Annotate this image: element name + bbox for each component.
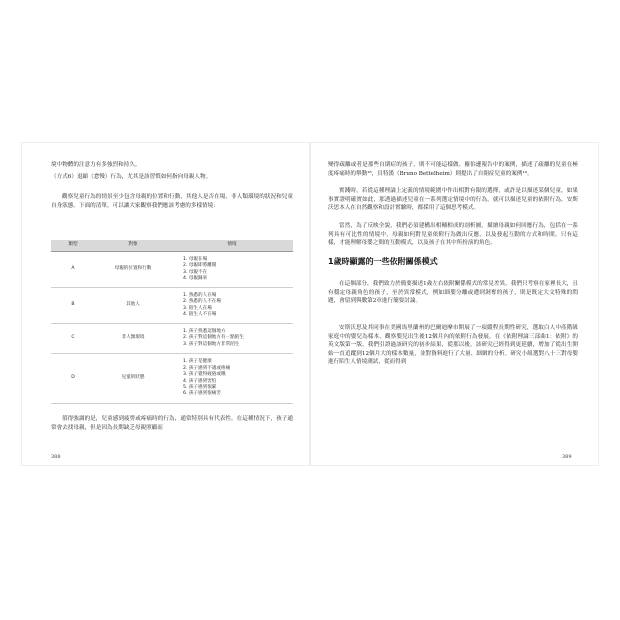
situation-item: 3. 母親不在: [183, 269, 208, 275]
situation-item: 2. 孩子感到不適或疼痛: [183, 365, 231, 371]
situation-item: 6. 孩子感到很痛苦: [183, 391, 222, 397]
row-situations: [171, 288, 293, 324]
table-row: [51, 288, 293, 324]
situation-item: 2. 孩子對這個地方有一點陌生: [183, 335, 244, 341]
row-object: 其他人: [95, 288, 171, 324]
row-situations: [171, 252, 293, 288]
situation-item: 4. 陌生人不在場: [183, 311, 217, 317]
situation-item: 1. 熟悉的人在場: [183, 292, 217, 298]
paragraph: 當然，為了反映全貌，我們必須建構出相輔相成的剖析圖，描繪母親如何回應行為，包括在一系列具有可比性的情境中，母親如何對兒童依附行為做出反應，以及發起互動的方式和時間。只有這樣，才能理解母嬰之間的互動模式，以及孩子在其中所扮演的角色。: [328, 223, 578, 247]
right-page: [310, 143, 598, 465]
situation-item: 3. 陌生人在場: [183, 305, 212, 311]
left-page: [22, 143, 310, 465]
row-object: 母親的位置和行動: [95, 252, 171, 288]
row-situations: [171, 324, 293, 354]
situation-item: 4. 母親歸來: [183, 275, 208, 281]
paragraph: 實踐時，若從這種理論上定義的情境範圍中作出相對有限的選擇，或許是以描述某個兒童，如果事實證明確實如此，那透過描述兒童在一系列選定情境中的行為，就可以描述兒童的依附行為，安斯沃思本人在自然觀察和設計實驗時，都採用了這個思考模式。: [328, 188, 578, 212]
section-heading: 1歲時顯露的一些依附關係模式: [328, 257, 438, 266]
row-object: 非人類環境: [95, 324, 171, 354]
row-type: A: [51, 252, 95, 288]
situation-item: 1. 孩子熟悉這個地方: [183, 328, 226, 334]
table-row: [51, 354, 293, 404]
paragraph: 安斯沃思及其同事在美國馬里蘭州的巴爾迪摩市開展了一項縱程長期性研究，選取白人中產階級家庭中的嬰兒為樣本，觀察嬰兒出生後12個月內的依附行為發展，在《依附理論三部曲1：依附》的英文版第一版，我們引證過該研究的初步結果，從那以後，該研究已經得到更延續，增加了從出生開始一直追蹤到12個月大的樣本數量，並對資料進行了大量、細緻的分析。研究小組選對八十三對母嬰進行陌生人情境測試，從而得到: [328, 325, 578, 366]
column-header-object: 對象: [95, 240, 171, 252]
row-type: B: [51, 288, 95, 324]
row-object: 兒童的狀態: [95, 354, 171, 404]
column-header-type: 類型: [51, 240, 95, 252]
situation-item: 2. 母親即將離開: [183, 263, 217, 269]
page-number: 389: [562, 454, 572, 460]
situation-item: 4. 孩子感到害怕: [183, 378, 217, 384]
table-row: [51, 252, 293, 288]
situation-item: 5. 孩子感到很累: [183, 384, 217, 390]
situation-item: 2. 熟悉的人不在場: [183, 299, 222, 305]
paragraph: 境中物體的注意力有多強烈和持久。: [51, 162, 141, 168]
book-spread: [22, 143, 598, 465]
column-header-situation: 情境: [171, 240, 293, 252]
situation-table: [51, 240, 293, 404]
paragraph: 在這個部分，我們致力於簡要描述1歲左右依附關係模式的常見差異。我們只考察在家裡長大，且有穩定母親角色的孩子，至於異常模式，例如細嬰分離或遭到剝奪的孩子，則是既定大文特殊的問題，會留到與數第2章進行簡要討論。: [328, 281, 578, 305]
paragraph: 值得強調的是，兒童感到疲勞或疼痛時的行為，通常特別具有代表性。在這種情況下，孩子通常會去找母親，但是因為長期缺乏母親照顧而: [51, 416, 293, 431]
paragraph: 變得疏離或者是那些自閉症的孩子，則不可能這樣做。羅伯遜報告中的案例，描述了疏離的兒童在極度疼痛時的舉動¹⁸，貝特漢（Bruno Bettelheim）則提出了自閉症兒童的案例¹⁹。: [328, 162, 578, 177]
row-type: C: [51, 324, 95, 354]
situation-item: 1. 母親在場: [183, 256, 208, 262]
situation-item: 3. 孩子覺得疲倦或餓: [183, 372, 226, 378]
row-type: D: [51, 354, 95, 404]
paragraph: （方式6）退縮（怠慢）行為，尤其是該習慣如何指向母親人物。: [51, 174, 212, 180]
situation-item: 1. 孩子是健康: [183, 359, 212, 365]
table-row: [51, 324, 293, 354]
row-situations: [171, 354, 293, 404]
page-number: 388: [51, 454, 61, 460]
situation-item: 3. 孩子對這個地方非常陌生: [183, 341, 240, 347]
table-header-row: [51, 240, 293, 252]
paragraph: 觀察兒童行為的情景至少包含母親的位置和行動，其他人是否在場、非人類環境的狀況和兒童自身狀態。下面的清單，可以讓大家觀察我們應該考慮的多樣情境：: [51, 194, 293, 209]
